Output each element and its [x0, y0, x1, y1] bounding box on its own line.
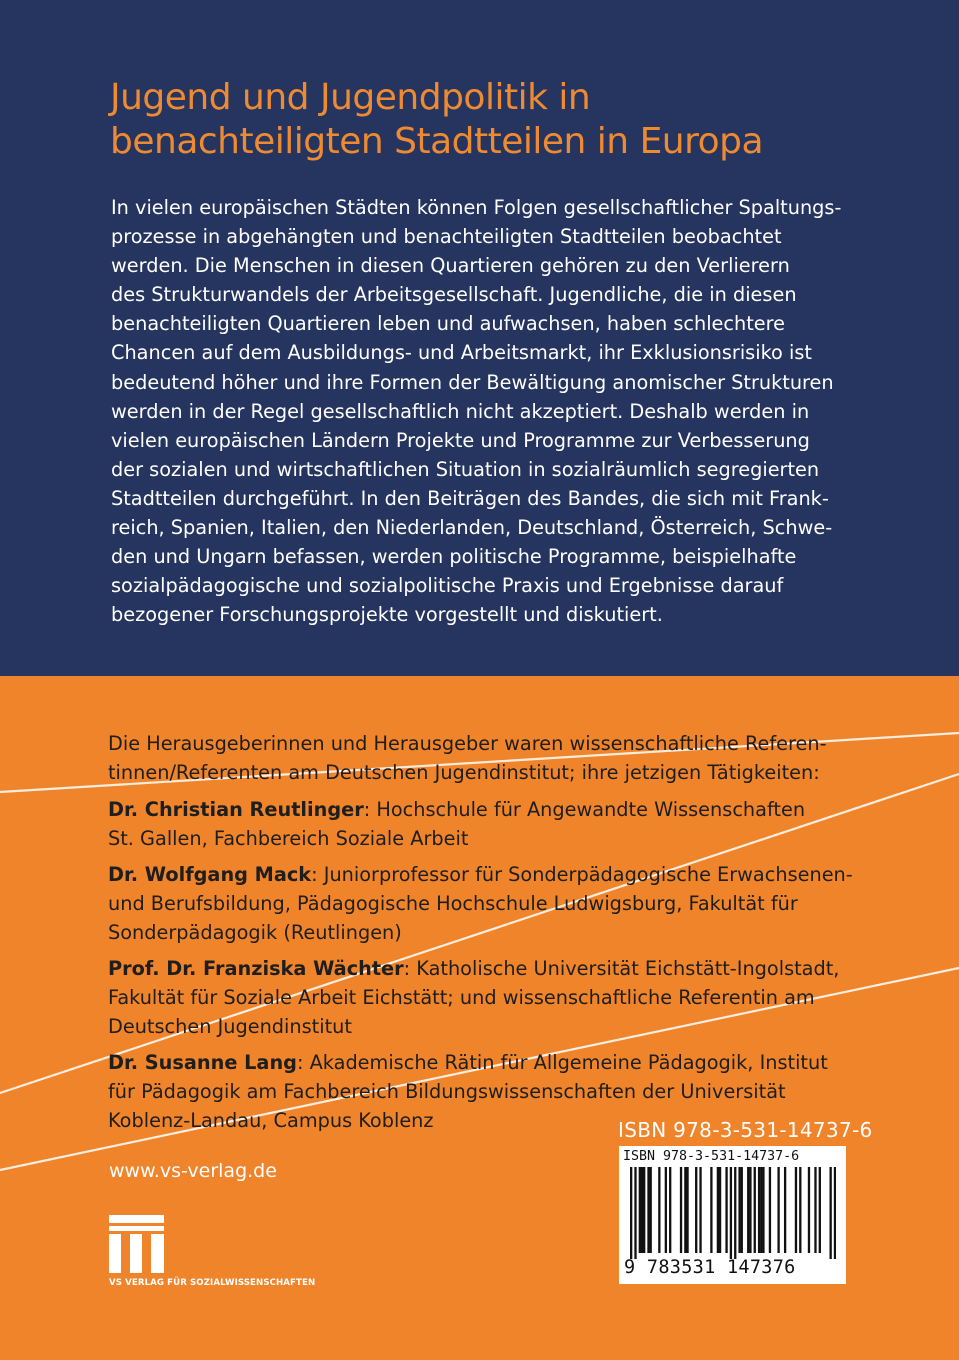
editors-intro: [108, 729, 888, 787]
barcode-bar: [747, 1167, 749, 1253]
blurb-line: werden in der Regel gesellschaftlich nicht akzeptiert. Deshalb werden in: [111, 399, 810, 423]
barcode-bar: [710, 1167, 712, 1253]
barcode-bar: [643, 1167, 645, 1253]
editors-section: [108, 729, 888, 1142]
editor-name: Dr. Wolfgang Mack: [108, 863, 312, 886]
editor-affiliation: : Juniorprofessor für Sonderpädagogische Erwachsenen-: [311, 863, 853, 886]
barcode-bar: [814, 1167, 816, 1253]
barcode-bar: [754, 1167, 756, 1253]
barcode-bar: [808, 1167, 810, 1253]
editor-affiliation-line: für Pädagogik am Fachbereich Bildungswissenschaften der Universität: [108, 1080, 786, 1103]
barcode-bar: [799, 1167, 801, 1253]
blurb-line: reich, Spanien, Italien, den Niederlanden, Deutschland, Österreich, Schwe-: [111, 516, 833, 540]
barcode-bar: [647, 1167, 649, 1253]
barcode-bar: [730, 1167, 732, 1259]
publisher-logo-text: VS VERLAG FÜR SOZIALWISSENSCHAFTEN: [109, 1278, 316, 1288]
barcode-bar: [719, 1167, 721, 1253]
barcode-digits: 9 783531 147376: [624, 1257, 796, 1278]
editor-affiliation-line: St. Gallen, Fachbereich Soziale Arbeit: [108, 827, 469, 850]
barcode-bar: [639, 1167, 641, 1253]
book-title: [110, 76, 890, 164]
editor-name: Dr. Susanne Lang: [108, 1051, 297, 1074]
editor-entry-mack: [108, 860, 888, 947]
isbn-label: ISBN 978-3-531-14737-6: [618, 1118, 873, 1142]
barcode-bar: [650, 1167, 652, 1253]
barcode-bar: [684, 1167, 686, 1253]
title-line: Jugend und Jugendpolitik in: [110, 77, 591, 118]
barcode-bar: [777, 1167, 779, 1253]
barcode-bar: [665, 1167, 667, 1253]
blurb-line: In vielen europäischen Städten können Folgen gesellschaftlicher Spaltungs-: [111, 196, 842, 219]
barcode-bars: [630, 1167, 836, 1259]
editor-entry-waechter: [108, 954, 888, 1041]
barcode-bar: [734, 1167, 736, 1259]
intro-line: Die Herausgeberinnen und Herausgeber waren wissenschaftliche Referen-: [108, 732, 827, 755]
blurb-line: bedeutend höher und ihre Formen der Bewältigung anomischer Strukturen: [111, 370, 834, 394]
barcode-bar: [762, 1167, 764, 1253]
barcode-bar: [795, 1167, 797, 1253]
blurb-line: benachteiligten Quartieren leben und aufwachsen, haben schlechtere: [111, 312, 786, 336]
barcode-bar: [717, 1167, 719, 1253]
blurb-line: sozialpädagogische und sozialpolitische Praxis und Ergebnisse darauf: [111, 574, 784, 598]
barcode-isbn-text: ISBN 978-3-531-14737-6: [623, 1149, 800, 1164]
editor-first-line: [108, 1048, 888, 1077]
barcode-bar: [695, 1167, 697, 1253]
editor-affiliation: : Katholische Universität Eichstätt-Ingolstadt,: [403, 957, 840, 980]
barcode-bar: [641, 1167, 643, 1253]
editor-affiliation-line: Koblenz-Landau, Campus Koblenz: [108, 1109, 434, 1132]
editor-affiliation: : Hochschule für Angewandte Wissenschaften: [363, 798, 806, 821]
barcode-bar: [769, 1167, 771, 1253]
intro-line: tinnen/Referenten am Deutschen Jugendinstitut; ihre jetzigen Tätigkeiten:: [108, 761, 820, 784]
barcode-bar: [741, 1167, 743, 1253]
barcode-bar: [699, 1167, 701, 1253]
blurb-line: vielen europäischen Ländern Projekte und Programme zur Verbesserung: [111, 428, 810, 452]
blurb-line: Stadtteilen durchgeführt. In den Beiträgen des Bandes, die sich mit Frank-: [111, 486, 829, 510]
publisher-website[interactable]: www.vs-verlag.de: [109, 1160, 277, 1182]
editor-name: Dr. Christian Reutlinger: [108, 798, 364, 821]
barcode: [619, 1146, 846, 1284]
barcode-bar: [819, 1167, 821, 1253]
barcode-bar: [725, 1167, 727, 1253]
blurb-line: des Strukturwandels der Arbeitsgesellschaft. Jugendliche, die in diesen: [111, 283, 797, 307]
barcode-bar: [686, 1167, 688, 1253]
barcode-bar: [630, 1167, 632, 1259]
blurb-line: Chancen auf dem Ausbildungs- und Arbeitsmarkt, ihr Exklusionsrisiko ist: [111, 341, 812, 365]
title-line: benachteiligten Stadtteilen in Europa: [110, 121, 764, 162]
editor-affiliation-line: Deutschen Jugendinstitut: [108, 1015, 352, 1038]
barcode-bar: [738, 1167, 740, 1253]
blurb-line: den und Ungarn befassen, werden politische Programme, beispielhafte: [111, 545, 797, 569]
editor-first-line: [108, 860, 888, 889]
blurb-line: prozesse in abgehängten und benachteiligten Stadtteilen beobachtet: [111, 225, 782, 249]
barcode-bar: [749, 1167, 751, 1253]
barcode-bar: [760, 1167, 762, 1253]
barcode-bar: [669, 1167, 671, 1253]
editor-name: Prof. Dr. Franziska Wächter: [108, 957, 404, 980]
barcode-bar: [634, 1167, 636, 1259]
barcode-bar: [758, 1167, 760, 1253]
barcode-bar: [834, 1167, 836, 1259]
editor-affiliation: : Akademische Rätin für Allgemeine Pädagogik, Institut: [296, 1051, 828, 1074]
blurb-line: werden. Die Menschen in diesen Quartieren gehören zu den Verlierern: [111, 254, 790, 278]
blurb-line: der sozialen und wirtschaftlichen Situation in sozialräumlich segregierten: [111, 457, 820, 481]
barcode-bar: [829, 1167, 831, 1259]
barcode-bar: [784, 1167, 786, 1253]
editor-first-line: [108, 954, 888, 983]
editor-affiliation-line: Fakultät für Soziale Arbeit Eichstätt; und wissenschaftliche Referentin am: [108, 986, 815, 1009]
description-text: [111, 193, 881, 629]
editor-entry-reutlinger: [108, 795, 888, 853]
publisher-logo-icon: [109, 1215, 167, 1273]
editor-affiliation-line: und Berufsbildung, Pädagogische Hochschule Ludwigsburg, Fakultät für: [108, 892, 798, 915]
blurb-line: bezogener Forschungsprojekte vorgestellt und diskutiert.: [111, 603, 663, 627]
barcode-bar: [658, 1167, 660, 1253]
editor-affiliation-line: Sonderpädagogik (Reutlingen): [108, 921, 402, 944]
editor-first-line: [108, 795, 888, 824]
barcode-bar: [680, 1167, 682, 1253]
